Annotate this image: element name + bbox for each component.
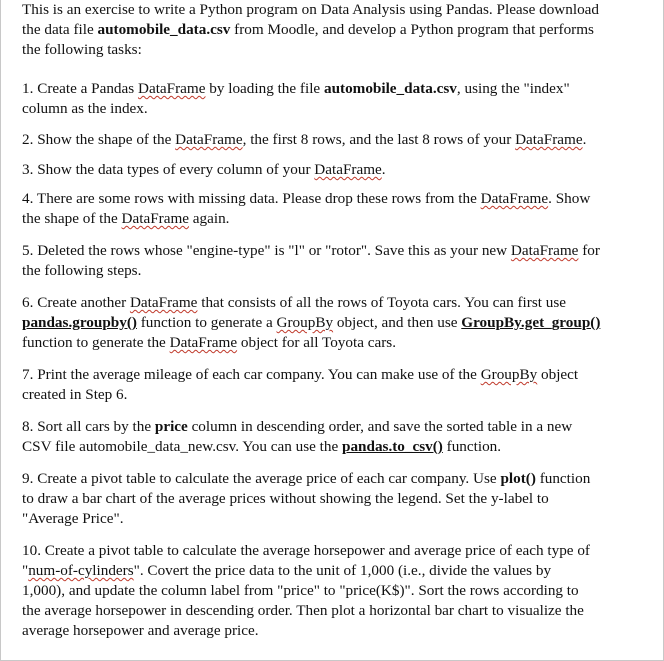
task-3: 3. Show the data types of every column of your DataFrame. xyxy=(22,161,386,178)
task-6: 6. Create another DataFrame that consists of all the rows of Toyota cars. You can first use pandas.groupby() function to generate a GroupBy object, and then use GroupBy.get_group() function to generate the DataFrame object for all Toyota cars. xyxy=(22,294,601,351)
task-1: 1. Create a Pandas DataFrame by loading the file automobile_data.csv, using the "index" column as the index. xyxy=(22,80,570,117)
intro-line-1: This is an exercise to write a Python program on Data Analysis using Pandas. Please download xyxy=(22,1,600,18)
groupby-term: GroupBy xyxy=(480,366,538,383)
task-4: 4. There are some rows with missing data. Please drop these rows from the DataFrame. Show the shape of the DataFrame again. xyxy=(22,190,591,227)
plot-function: plot() xyxy=(500,470,536,487)
dataframe-term: DataFrame xyxy=(510,242,579,259)
task-8: 8. Sort all cars by the price column in descending order, and save the sorted table in a new CSV file automobile_data_new.csv. You can use the pandas.to_csv() function. xyxy=(22,418,573,455)
dataframe-term: DataFrame xyxy=(175,131,243,148)
task-5: 5. Deleted the rows whose "engine-type" is "l" or "rotor". Save this as your new DataFrame for the following steps. xyxy=(22,242,600,279)
data-file-name: automobile_data.csv xyxy=(97,21,231,38)
intro-line-3: the following tasks: xyxy=(22,41,142,58)
to-csv-function: pandas.to_csv() xyxy=(342,438,443,455)
dataframe-term: DataFrame xyxy=(515,131,583,148)
price-column-term: price xyxy=(154,418,188,435)
dataframe-term: DataFrame xyxy=(129,294,198,311)
dataframe-term: DataFrame xyxy=(314,161,382,178)
task-10: 10. Create a pivot table to calculate the average horsepower and average price of each type of "num-of-cylinders". Covert the price data to the unit of 1,000 (i.e., divide the values by 1,000), and update the column label from "price" to "price(K$)". Sort the rows according to the average horsepower in descending order. Then plot a horizontal bar chart to visualize the average horsepower and average price. xyxy=(22,542,590,639)
task-9: 9. Create a pivot table to calculate the average price of each car company. Use plot() function to draw a bar chart of the average prices without showing the legend. Set the y-label to "Average Price". xyxy=(22,470,591,527)
dataframe-term: DataFrame xyxy=(137,80,206,97)
intro-paragraph xyxy=(22,0,650,60)
groupby-function: pandas.groupby() xyxy=(22,314,137,331)
groupby-term: GroupBy xyxy=(276,314,334,331)
intro-line-2: the data file automobile_data.csv from Moodle, and develop a Python program that performs xyxy=(22,21,594,38)
dataframe-term: DataFrame xyxy=(121,210,189,227)
dataframe-term: DataFrame xyxy=(169,334,238,351)
num-of-cylinders-term: num-of-cylinders xyxy=(28,562,134,579)
get-group-function: GroupBy.get_group() xyxy=(461,314,601,331)
data-file-name: automobile_data.csv xyxy=(323,80,457,97)
task-7: 7. Print the average mileage of each car company. You can make use of the GroupBy object created in Step 6. xyxy=(22,366,579,403)
task-2: 2. Show the shape of the DataFrame, the first 8 rows, and the last 8 rows of your DataFrame. xyxy=(22,131,587,148)
dataframe-term: DataFrame xyxy=(480,190,549,207)
